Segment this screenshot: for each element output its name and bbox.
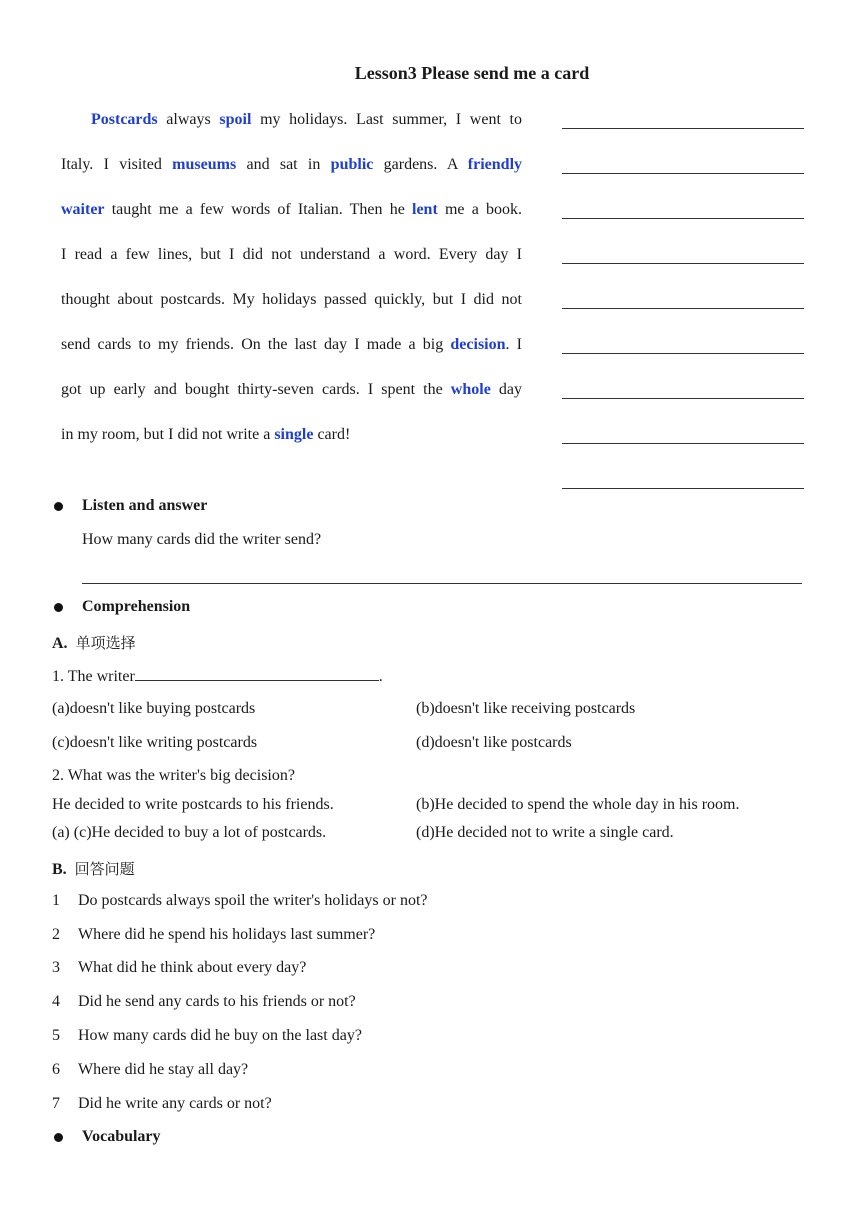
keyword: Postcards: [91, 111, 158, 128]
keyword: waiter: [61, 201, 105, 218]
listen-question: How many cards did the writer send?: [82, 531, 322, 548]
passage-text: gardens. A: [373, 156, 468, 173]
keyword: museums: [172, 156, 237, 173]
passage-text: I read a few lines, but I did not understand a word. Every day I: [61, 246, 522, 263]
listen-answer-line[interactable]: [82, 583, 802, 584]
passage-text: my holidays. Last summer, I went to: [251, 111, 522, 128]
q2-stem: 2. What was the writer's big decision?: [52, 767, 295, 784]
q1-stem: [52, 666, 383, 686]
passage-line: [61, 153, 522, 177]
answer-line[interactable]: [562, 308, 804, 309]
q1-stem-suffix: .: [378, 668, 383, 685]
section-a-letter: A.: [52, 635, 68, 652]
question-number: 5: [52, 1027, 60, 1044]
q2-option-b[interactable]: (b)He decided to spend the whole day in his room.: [416, 796, 740, 813]
passage-text: me a book.: [437, 201, 522, 218]
passage-text: got up early and bought thirty-seven cards. I spent the: [61, 381, 451, 398]
q1-option-c[interactable]: (c)doesn't like writing postcards: [52, 734, 258, 751]
question-item: [52, 1027, 362, 1045]
question-text: Where did he spend his holidays last summer?: [78, 926, 376, 943]
answer-line[interactable]: [562, 443, 804, 444]
answer-line[interactable]: [562, 488, 804, 489]
comprehension-heading: Comprehension: [82, 598, 191, 615]
keyword: friendly: [467, 156, 523, 173]
passage-line: [61, 198, 522, 222]
passage-line: [61, 288, 522, 312]
bullet-icon: [54, 502, 63, 511]
passage-text: . I: [505, 336, 522, 353]
question-item: [52, 892, 427, 910]
question-item: [52, 959, 306, 977]
answer-line[interactable]: [562, 218, 804, 219]
passage-text: Italy. I visited: [61, 156, 173, 173]
bullet-icon: [54, 603, 63, 612]
section-b-label: [52, 858, 135, 879]
answer-line[interactable]: [562, 398, 804, 399]
question-text: What did he think about every day?: [78, 959, 307, 976]
bullet-icon: [54, 1133, 63, 1142]
question-text: Where did he stay all day?: [78, 1061, 249, 1078]
passage-line: [61, 423, 522, 447]
answer-line[interactable]: [562, 263, 804, 264]
section-a-title: 单项选择: [75, 634, 136, 652]
question-text: Did he write any cards or not?: [78, 1095, 272, 1112]
passage-text: thought about postcards. My holidays passed quickly, but I did not: [61, 291, 522, 308]
section-a-label: [52, 632, 136, 653]
keyword: lent: [412, 201, 438, 218]
q1-blank[interactable]: [135, 666, 379, 681]
answer-line[interactable]: [562, 353, 804, 354]
keyword: single: [274, 426, 314, 443]
page-title: Lesson3 Please send me a card: [354, 63, 590, 83]
passage-text: send cards to my friends. On the last day I made a big: [61, 336, 451, 353]
answer-line[interactable]: [562, 173, 804, 174]
q1-option-d[interactable]: (d)doesn't like postcards: [416, 734, 572, 751]
question-text: Do postcards always spoil the writer's holidays or not?: [78, 892, 428, 909]
keyword: decision: [450, 336, 506, 353]
q2-option-d[interactable]: (d)He decided not to write a single card.: [416, 824, 674, 841]
question-number: 3: [52, 959, 60, 976]
question-item: [52, 926, 375, 944]
keyword: public: [330, 156, 374, 173]
q1-option-a[interactable]: (a)doesn't like buying postcards: [52, 700, 256, 717]
question-text: How many cards did he buy on the last day?: [78, 1027, 362, 1044]
question-number: 2: [52, 926, 60, 943]
passage-line: [61, 108, 522, 132]
q1-stem-prefix: 1. The writer: [52, 668, 135, 685]
question-text: Did he send any cards to his friends or not?: [78, 993, 356, 1010]
passage-line: [61, 243, 522, 267]
passage-text: taught me a few words of Italian. Then he: [104, 201, 412, 218]
passage-text: card!: [313, 426, 351, 443]
q1-option-b[interactable]: (b)doesn't like receiving postcards: [416, 700, 636, 717]
passage-line: [61, 378, 522, 402]
question-number: 4: [52, 993, 60, 1010]
listen-heading: Listen and answer: [82, 497, 208, 514]
section-b-letter: B.: [52, 861, 67, 878]
question-number: 7: [52, 1095, 60, 1112]
keyword: whole: [450, 381, 491, 398]
q2-option-line2-left[interactable]: (a) (c)He decided to buy a lot of postcards.: [52, 824, 327, 841]
question-item: [52, 993, 356, 1011]
passage-line: [61, 333, 522, 357]
keyword: spoil: [219, 111, 252, 128]
question-number: 6: [52, 1061, 60, 1078]
answer-line[interactable]: [562, 128, 804, 129]
passage-text: day: [490, 381, 522, 398]
vocabulary-heading: Vocabulary: [82, 1128, 161, 1145]
passage-text: in my room, but I did not write a: [61, 426, 275, 443]
passage-text: and sat in: [236, 156, 331, 173]
section-b-title: 回答问题: [74, 860, 135, 878]
question-item: [52, 1095, 272, 1113]
question-item: [52, 1061, 248, 1079]
passage-text: always: [157, 111, 220, 128]
question-number: 1: [52, 892, 60, 909]
q2-option-line1-left[interactable]: He decided to write postcards to his friends.: [52, 796, 334, 813]
